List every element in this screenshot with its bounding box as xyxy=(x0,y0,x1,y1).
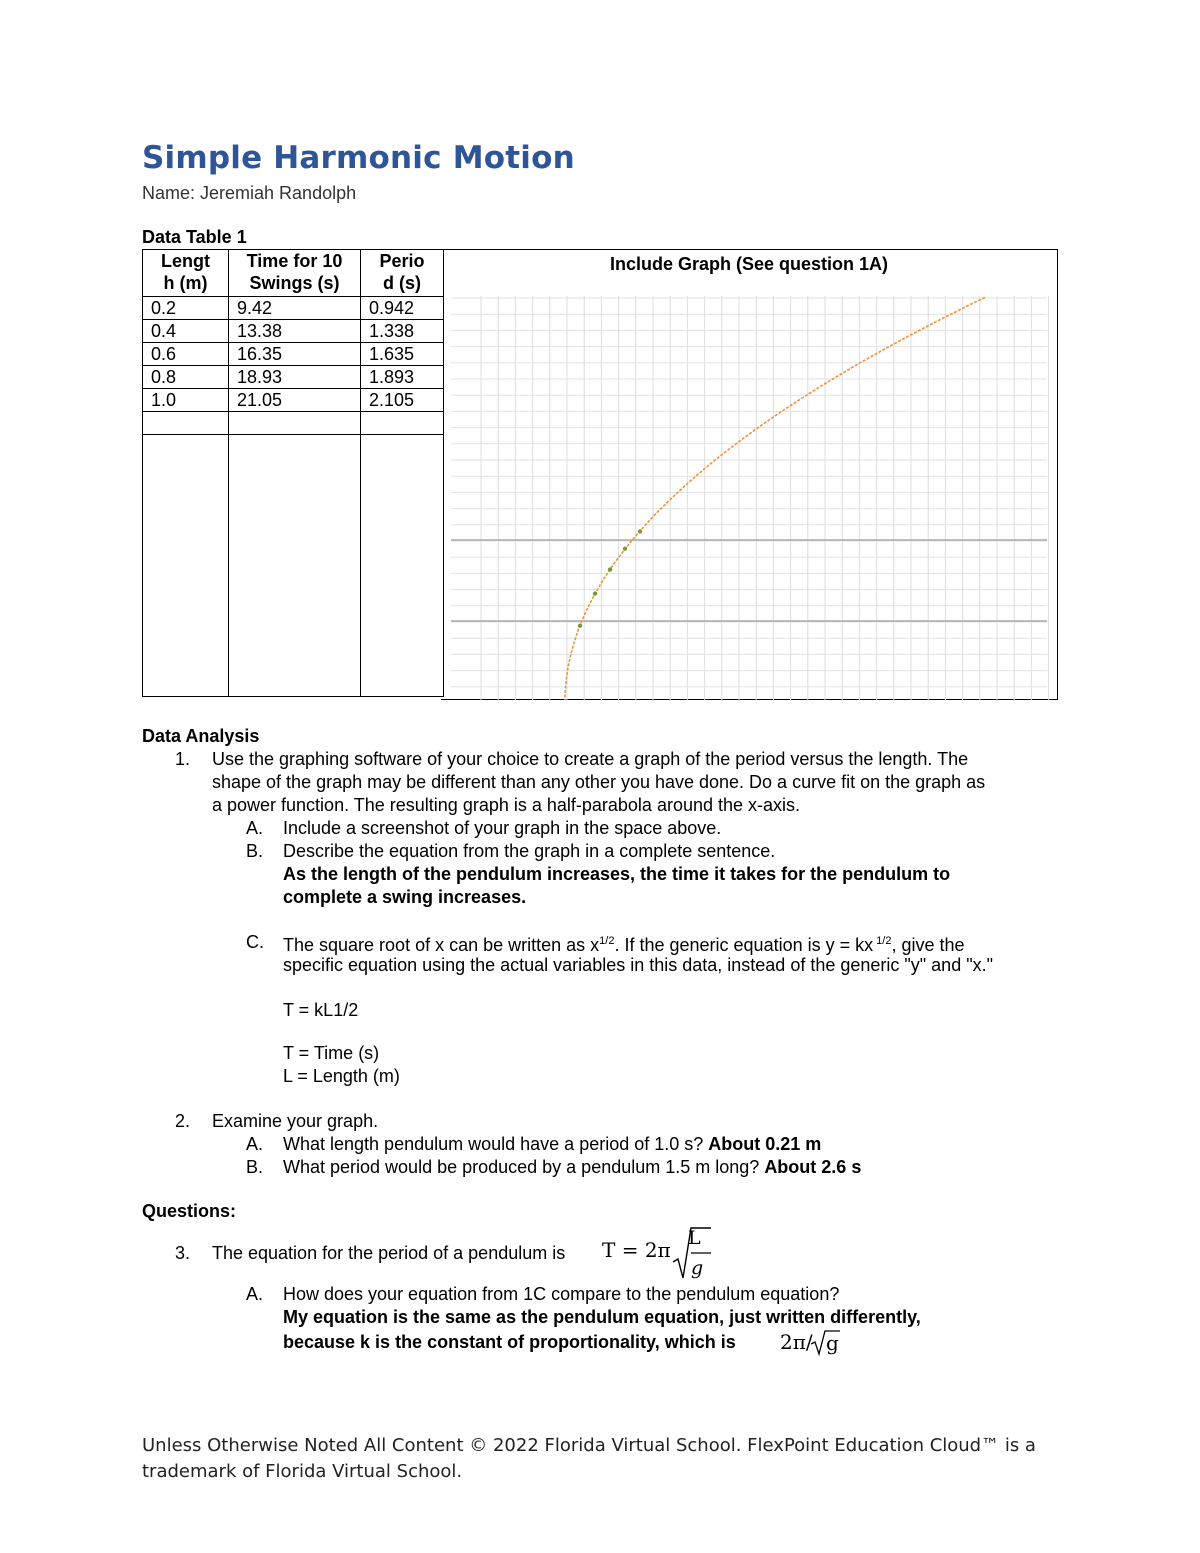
period-vs-length-chart xyxy=(441,250,1057,700)
data-point xyxy=(578,623,582,627)
cell-time: 16.35 xyxy=(229,343,361,366)
q3a-answer: because k is the constant of proportionality, which is xyxy=(283,1332,736,1352)
footer: Unless Otherwise Noted All Content © 2022 Florida Virtual School. FlexPoint Education Cloud™ is a trademark of Florida Virtual School. xyxy=(142,1435,1036,1482)
q1-line: a power function. The resulting graph is a half-parabola around the x-axis. xyxy=(212,795,801,815)
header-length: Lengt h (m) xyxy=(143,250,229,297)
data-point xyxy=(638,529,642,533)
q2-text: Examine your graph. xyxy=(212,1111,379,1131)
table-row-empty xyxy=(143,412,444,435)
header-time: Time for 10 Swings (s) xyxy=(229,250,361,297)
q3-number: 3. xyxy=(175,1243,191,1263)
constant-formula: 2π/ xyxy=(780,1330,813,1354)
cell-length: 0.4 xyxy=(143,320,229,343)
table-row xyxy=(143,366,444,389)
q3a-text: How does your equation from 1C compare to the pendulum equation? xyxy=(283,1284,840,1304)
power-trendline xyxy=(565,297,986,700)
cell-length: 0.6 xyxy=(143,343,229,366)
q2a-text: What length pendulum would have a period of 1.0 s? About 0.21 m xyxy=(283,1134,822,1154)
table-header-row xyxy=(143,250,444,297)
cell-period: 1.893 xyxy=(361,366,444,389)
pendulum-formula-denominator: g xyxy=(691,1257,704,1279)
q2a-letter: A. xyxy=(246,1134,264,1154)
q1a-letter: A. xyxy=(246,818,264,838)
data-point xyxy=(623,546,627,550)
q1c-letter: C. xyxy=(246,932,264,952)
q2-number: 2. xyxy=(175,1111,191,1131)
data-table xyxy=(142,249,444,697)
cell-time: 13.38 xyxy=(229,320,361,343)
table-row xyxy=(143,297,444,320)
questions-heading: Questions: xyxy=(142,1201,237,1221)
q1c-line2: specific equation using the actual variables in this data, instead of the generic "y" and "x." xyxy=(283,955,993,975)
cell-time: 9.42 xyxy=(229,297,361,320)
q3-text: The equation for the period of a pendulum is xyxy=(212,1243,566,1263)
q1c-line1: The square root of x can be written as $x^{1/2}$. If the generic equation is y = kx $^{1/2}$, give the xyxy=(283,935,965,955)
q1b-answer: As the length of the pendulum increases, the time it takes for the pendulum to xyxy=(283,864,951,884)
definition-t: T = Time (s) xyxy=(283,1043,380,1063)
cell-period: 1.635 xyxy=(361,343,444,366)
cell-length: 0.2 xyxy=(143,297,229,320)
chart-grid xyxy=(451,296,1049,700)
cell-length: 0.8 xyxy=(143,366,229,389)
student-name: Name: Jeremiah Randolph xyxy=(142,183,357,203)
analysis-heading: Data Analysis xyxy=(142,726,260,746)
q1-line: Use the graphing software of your choice to create a graph of the period versus the length. The xyxy=(212,749,969,769)
cell-period: 1.338 xyxy=(361,320,444,343)
cell-length: 1.0 xyxy=(143,389,229,412)
q1b-text: Describe the equation from the graph in a complete sentence. xyxy=(283,841,776,861)
q3a-answer: My equation is the same as the pendulum equation, just written differently, xyxy=(283,1307,921,1327)
q2b-answer: About 2.6 s xyxy=(764,1157,862,1177)
q1b-letter: B. xyxy=(246,841,264,861)
cell-period: 2.105 xyxy=(361,389,444,412)
q1-number: 1. xyxy=(175,749,191,769)
table-row xyxy=(143,343,444,366)
cell-time: 21.05 xyxy=(229,389,361,412)
graph-title: Include Graph (See question 1A) xyxy=(609,254,889,274)
table-row xyxy=(143,389,444,412)
table-row xyxy=(143,320,444,343)
table-row-empty xyxy=(143,435,444,697)
definition-l: L = Length (m) xyxy=(283,1066,400,1086)
q2b-letter: B. xyxy=(246,1157,264,1177)
constant-formula-g: g xyxy=(826,1331,839,1355)
header-period: Perio d (s) xyxy=(361,250,444,297)
data-point xyxy=(593,591,597,595)
pendulum-formula-lhs: T = 2π xyxy=(602,1238,671,1262)
data-point xyxy=(608,567,612,571)
graph-box xyxy=(441,249,1058,700)
trendline xyxy=(565,297,986,700)
q1b-answer: complete a swing increases. xyxy=(283,887,527,907)
q1a-text: Include a screenshot of your graph in the space above. xyxy=(283,818,722,838)
q2a-answer: About 0.21 m xyxy=(708,1134,822,1154)
q3a-letter: A. xyxy=(246,1284,264,1304)
q1-line: shape of the graph may be different than any other you have done. Do a curve fit on the graph as xyxy=(212,772,986,792)
cell-period: 0.942 xyxy=(361,297,444,320)
page-title: Simple Harmonic Motion xyxy=(142,140,575,176)
data-points xyxy=(578,529,642,628)
equation: T = kL1/2 xyxy=(283,1000,359,1020)
table-title: Data Table 1 xyxy=(142,227,247,247)
cell-time: 18.93 xyxy=(229,366,361,389)
pendulum-formula-numerator: L xyxy=(688,1227,701,1249)
q2b-text: What period would be produced by a pendulum 1.5 m long? About 2.6 s xyxy=(283,1157,862,1177)
